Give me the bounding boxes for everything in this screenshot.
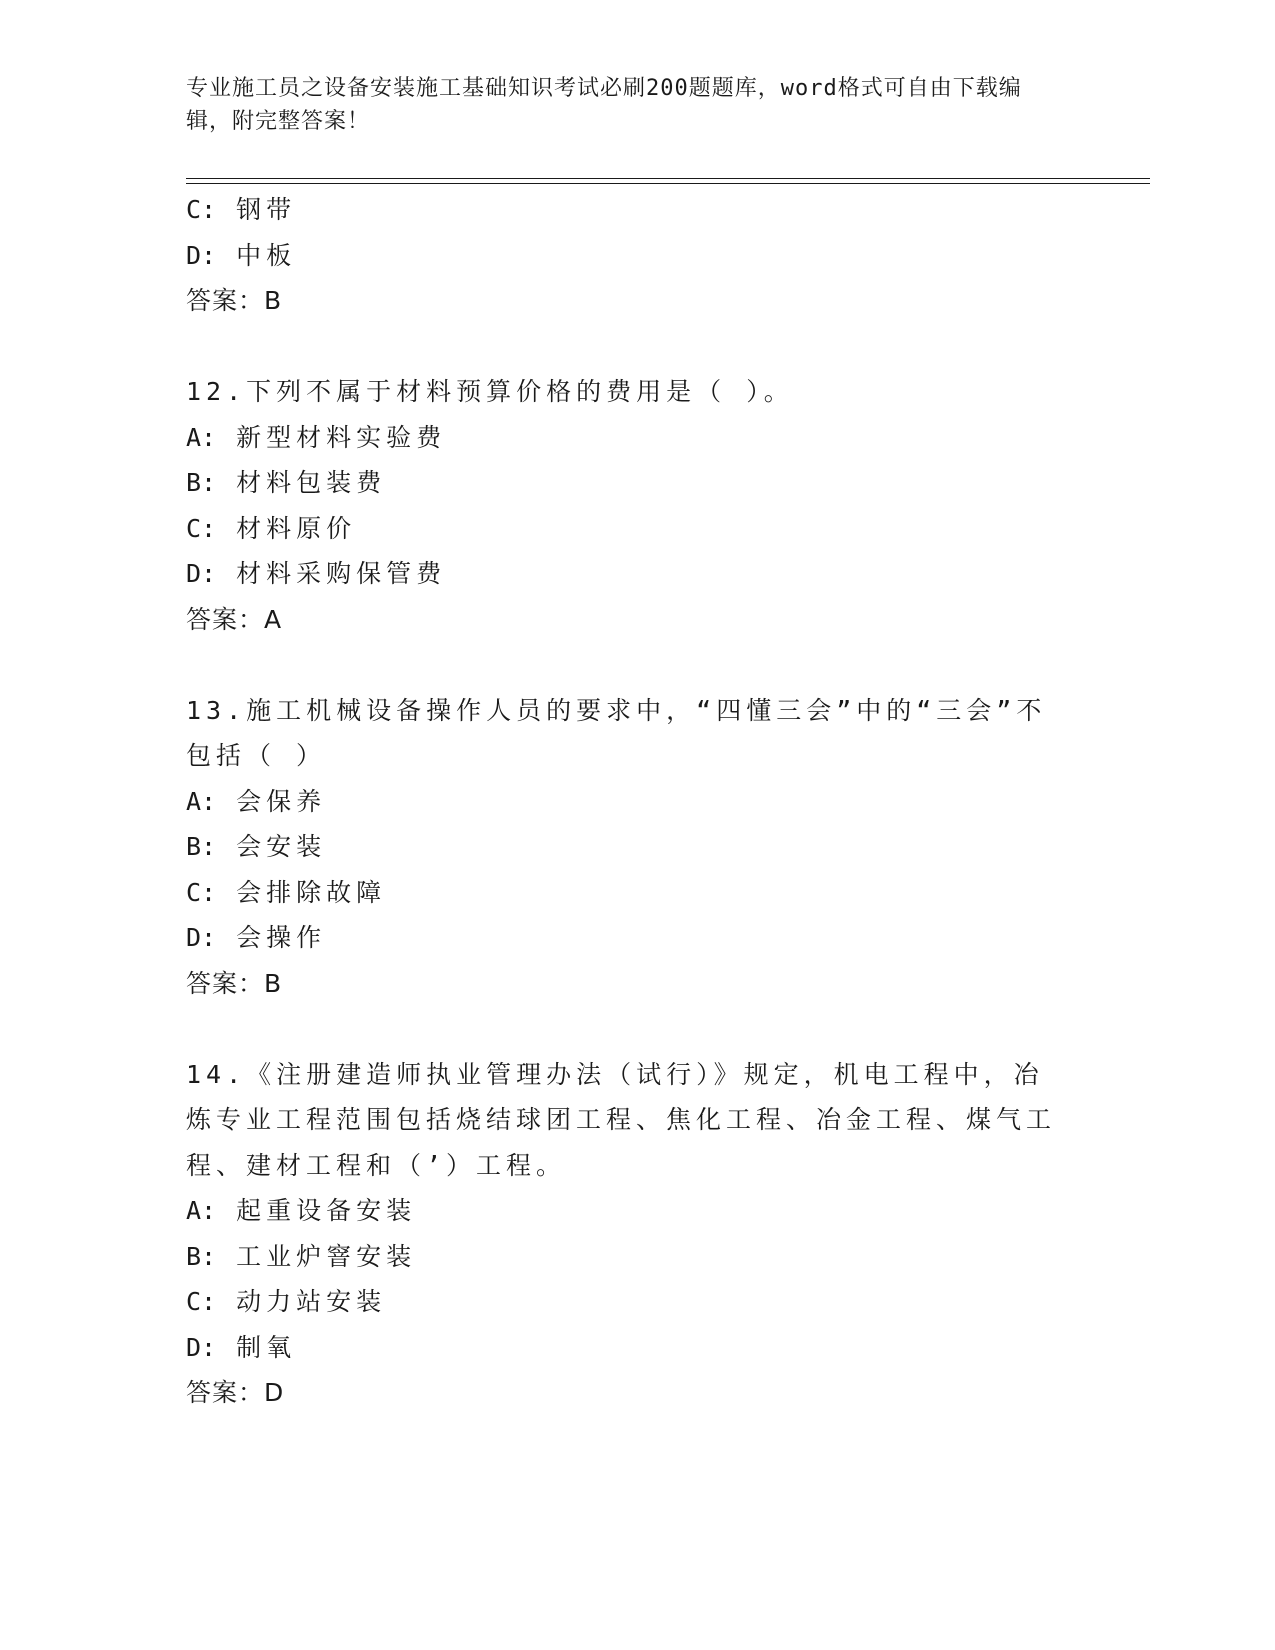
question-stem: 13.施工机械设备操作人员的要求中，“四懂三会”中的“三会”不包括（ ）: [186, 695, 1047, 770]
spacer: [186, 642, 1086, 688]
question-14: [186, 1052, 1086, 1416]
option-c: C: 材料原价: [186, 513, 357, 543]
option-d: D: 材料采购保管费: [186, 559, 447, 588]
document-header: 专业施工员之设备安装施工基础知识考试必刷200题题库，word格式可自由下载编辑，附完整答案！: [186, 76, 1022, 134]
option-a: A: 起重设备安装: [186, 1196, 417, 1225]
option-d: D: 中板: [186, 240, 297, 270]
answer: 答案：B: [186, 286, 283, 315]
option-b: B: 会安装: [186, 832, 327, 861]
option-d: D: 制氧: [186, 1332, 297, 1362]
continued-question: [186, 187, 1086, 324]
header-rule-top: [186, 178, 1150, 179]
question-list: [186, 187, 1086, 1416]
answer: 答案：D: [186, 1378, 285, 1407]
option-c: C: 会排除故障: [186, 877, 387, 907]
option-a: A: 新型材料实验费: [186, 422, 447, 452]
question-stem: 12.下列不属于材料预算价格的费用是（ ）。: [186, 377, 794, 406]
header-rule-bottom: [186, 183, 1150, 184]
question-12: [186, 369, 1086, 642]
option-a: A: 会保养: [186, 786, 327, 816]
option-c: C: 动力站安装: [186, 1287, 387, 1316]
question-13: [186, 688, 1086, 1007]
spacer: [186, 324, 1086, 370]
option-b: B: 工业炉窨安装: [186, 1241, 417, 1271]
question-stem: 14.《注册建造师执业管理办法（试行）》规定，机电工程中，冶炼专业工程范围包括烧结球团工程、焦化工程、冶金工程、煤气工程、建材工程和（’）工程。: [186, 1059, 1057, 1180]
answer: 答案：A: [186, 604, 283, 634]
option-c: C: 钢带: [186, 195, 297, 224]
option-d: D: 会操作: [186, 923, 327, 952]
option-b: B: 材料包装费: [186, 468, 387, 497]
answer: 答案：B: [186, 968, 283, 998]
spacer: [186, 1006, 1086, 1052]
